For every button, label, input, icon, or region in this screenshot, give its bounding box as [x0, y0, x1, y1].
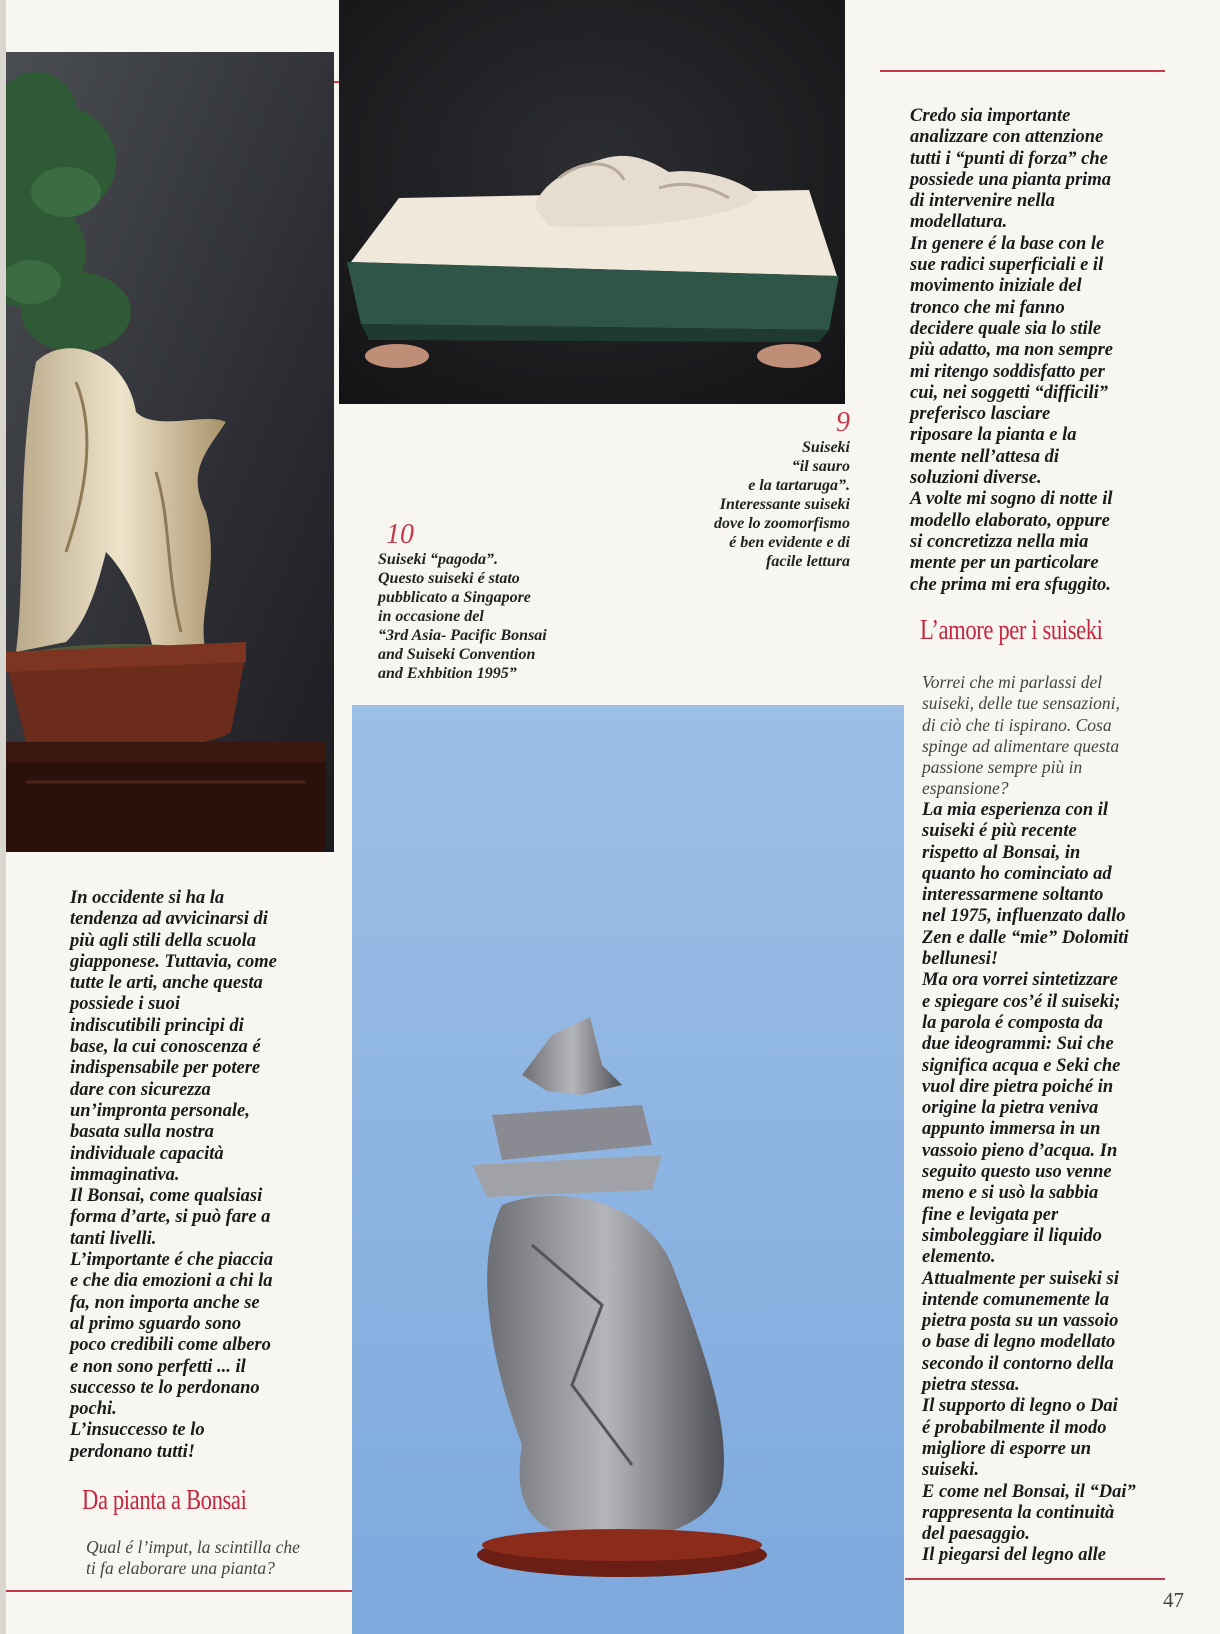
text-line: In genere é la base con le — [910, 233, 1105, 254]
text-line: movimento iniziale del — [910, 276, 1082, 297]
section-heading-amore-suiseki: L’amore per i suiseki — [920, 614, 1103, 646]
text-line: o base di legno modellato — [922, 1332, 1116, 1353]
text-line: decidere quale sia lo stile — [910, 318, 1102, 339]
text-line: Il piegarsi del legno alle — [922, 1545, 1106, 1566]
bottom-rule-right — [905, 1578, 1165, 1580]
text-line: bellunesi! — [922, 949, 999, 970]
text-line: giapponese. Tuttavia, come — [70, 951, 277, 972]
text-line: pietra stessa. — [922, 1375, 1020, 1396]
text-line: simboleggiare il liquido — [922, 1225, 1102, 1246]
text-line: mi ritengo soddisfatto per — [910, 361, 1105, 382]
question-line: di ciò che ti ispirano. Cosa — [922, 714, 1112, 735]
text-line: suiseki. — [922, 1460, 980, 1481]
text-line: individuale capacità — [70, 1143, 224, 1164]
text-line: tanti livelli. — [70, 1228, 157, 1249]
caption-9 — [640, 408, 850, 571]
text-line: e spiegare cos’é il suiseki; — [922, 991, 1121, 1012]
text-line: rispetto al Bonsai, in — [922, 842, 1081, 863]
text-line: elemento. — [922, 1247, 996, 1268]
text-line: Attualmente per suiseki si — [922, 1268, 1119, 1289]
caption-10 — [378, 520, 628, 683]
text-line: riposare la pianta e la — [910, 425, 1077, 446]
text-line: Il supporto di legno o Dai — [922, 1396, 1118, 1417]
text-line: possiede i suoi — [70, 994, 180, 1015]
text-line: E come nel Bonsai, il “Dai” — [922, 1481, 1136, 1502]
text-line: preferisco lasciare — [910, 404, 1051, 425]
text-line: significa acqua e Seki che — [922, 1055, 1121, 1076]
text-line: é probabilmente il modo — [922, 1417, 1107, 1438]
text-line: meno e si usò la sabbia — [922, 1183, 1099, 1204]
text-line: Zen e dalle “mie” Dolomiti — [922, 927, 1129, 948]
text-line: La mia esperienza con il — [922, 800, 1109, 820]
text-line: mente nell’attesa di — [910, 446, 1060, 467]
text-line: possiede una pianta prima — [910, 169, 1111, 190]
bonsai-photo — [6, 52, 334, 852]
text-line: poco credibili come albero — [70, 1335, 271, 1356]
suiseki-tray-photo — [339, 0, 845, 404]
text-line: perdonano tutti! — [70, 1441, 195, 1462]
text-line: al primo sguardo sono — [70, 1313, 242, 1334]
text-line: modello elaborato, oppure — [910, 510, 1110, 531]
text-line: soluzioni diverse. — [910, 468, 1042, 489]
caption-9-line: “il sauro — [791, 458, 850, 475]
text-line: che prima mi era sfuggito. — [910, 574, 1111, 595]
text-line: L’importante é che piaccia — [70, 1250, 273, 1271]
right-question — [922, 672, 1182, 800]
question-line: Vorrei che mi parlassi del — [922, 672, 1103, 692]
text-line: interessarmene soltanto — [922, 885, 1104, 906]
caption-9-line: e la tartaruga”. — [748, 477, 850, 494]
text-line: e non sono perfetti ... il — [70, 1356, 246, 1377]
question-line: espansione? — [922, 778, 1009, 799]
right-answer-text — [922, 800, 1190, 1567]
top-rule-right — [880, 70, 1165, 72]
text-line: appunto immersa in un — [922, 1119, 1101, 1140]
caption-10-line: pubblicato a Singapore — [378, 589, 531, 606]
caption-9-line: é ben evidente e di — [729, 534, 850, 551]
bottom-rule-left — [0, 1590, 352, 1592]
text-line: tutte le arti, anche questa — [70, 973, 263, 994]
left-column-text — [70, 888, 355, 1463]
caption-10-line: in occasione del — [378, 608, 484, 625]
caption-10-number: 10 — [386, 519, 414, 550]
text-line: tendenza ad avvicinarsi di — [70, 909, 268, 930]
text-line: del paesaggio. — [922, 1524, 1030, 1545]
text-line: un’impronta personale, — [70, 1100, 250, 1121]
text-line: suiseki é più recente — [922, 821, 1077, 842]
left-question — [86, 1537, 356, 1580]
text-line: migliore di esporre un — [922, 1438, 1092, 1459]
text-line: tronco che mi fanno — [910, 297, 1065, 318]
text-line: mente per un particolare — [910, 553, 1099, 574]
text-line: forma d’arte, si può fare a — [70, 1207, 271, 1228]
text-line: origine la pietra veniva — [922, 1098, 1099, 1119]
text-line: più agli stili della scuola — [70, 930, 257, 951]
caption-9-number: 9 — [836, 407, 850, 438]
text-line: di intervenire nella — [910, 191, 1055, 212]
text-line: base, la cui conoscenza é — [70, 1037, 261, 1058]
right-column-top-text — [910, 106, 1180, 596]
page-number: 47 — [1163, 1588, 1184, 1612]
text-line: pietra posta su un vassoio — [922, 1311, 1119, 1332]
caption-10-line: and Suiseki Convention — [378, 646, 536, 663]
text-line: L’insuccesso te lo — [70, 1420, 205, 1441]
text-line: analizzare con attenzione — [910, 127, 1104, 148]
text-line: A volte mi sogno di notte il — [910, 489, 1113, 510]
text-line: nel 1975, influenzato dallo — [922, 906, 1126, 927]
text-line: Ma ora vorrei sintetizzare — [922, 970, 1118, 991]
text-line: si concretizza nella mia — [910, 531, 1089, 552]
text-line: pochi. — [70, 1399, 117, 1420]
text-line: e che dia emozioni a chi la — [70, 1271, 273, 1292]
text-line: successo te lo perdonano — [70, 1377, 260, 1398]
text-line: rappresenta la continuità — [922, 1502, 1115, 1523]
text-line: In occidente si ha la — [70, 888, 225, 908]
question-line: Qual é l’imput, la scintilla che — [86, 1537, 300, 1557]
text-line: modellatura. — [910, 212, 1008, 233]
text-line: sue radici superficiali e il — [910, 255, 1104, 276]
text-line: Il Bonsai, come qualsiasi — [70, 1186, 263, 1207]
caption-9-line: dove lo zoomorfismo — [714, 515, 850, 532]
caption-9-line: facile lettura — [766, 553, 850, 570]
text-line: tutti i “punti di forza” che — [910, 148, 1108, 169]
text-line: indispensabile per potere — [70, 1058, 261, 1079]
text-line: fine e levigata per — [922, 1204, 1059, 1225]
text-line: secondo il contorno della — [922, 1353, 1114, 1374]
text-line: cui, nei soggetti “difficili” — [910, 382, 1109, 403]
question-line: spinge ad alimentare questa — [922, 735, 1120, 756]
text-line: più adatto, ma non sempre — [910, 340, 1114, 361]
caption-10-line: Questo suiseki é stato — [378, 570, 520, 587]
text-line: seguito questo uso venne — [922, 1162, 1112, 1183]
section-heading-da-pianta: Da pianta a Bonsai — [82, 1484, 247, 1516]
pagoda-suiseki-photo — [352, 705, 904, 1634]
text-line: intende comunemente la — [922, 1289, 1110, 1310]
question-line: suiseki, delle tue sensazioni, — [922, 693, 1120, 714]
question-line: ti fa elaborare una pianta? — [86, 1558, 275, 1579]
caption-10-line: “3rd Asia- Pacific Bonsai — [378, 627, 547, 644]
text-line: due ideogrammi: Sui che — [922, 1034, 1114, 1055]
text-line: vassoio pieno d’acqua. In — [922, 1140, 1118, 1161]
caption-9-line: Interessante suiseki — [719, 496, 850, 513]
text-line: dare con sicurezza — [70, 1079, 211, 1100]
text-line: quanto ho cominciato ad — [922, 863, 1112, 884]
question-line: passione sempre più in — [922, 757, 1083, 778]
text-line: Credo sia importante — [910, 106, 1071, 126]
text-line: immaginativa. — [70, 1164, 180, 1185]
text-line: vuol dire pietra poiché in — [922, 1076, 1114, 1097]
caption-9-line: Suiseki — [801, 439, 850, 456]
caption-10-line: and Exhbition 1995” — [378, 665, 517, 682]
text-line: fa, non importa anche se — [70, 1292, 260, 1313]
text-line: basata sulla nostra — [70, 1122, 214, 1143]
text-line: la parola é composta da — [922, 1012, 1103, 1033]
caption-10-line: Suiseki “pagoda”. — [378, 551, 499, 568]
text-line: indiscutibili principi di — [70, 1015, 244, 1036]
